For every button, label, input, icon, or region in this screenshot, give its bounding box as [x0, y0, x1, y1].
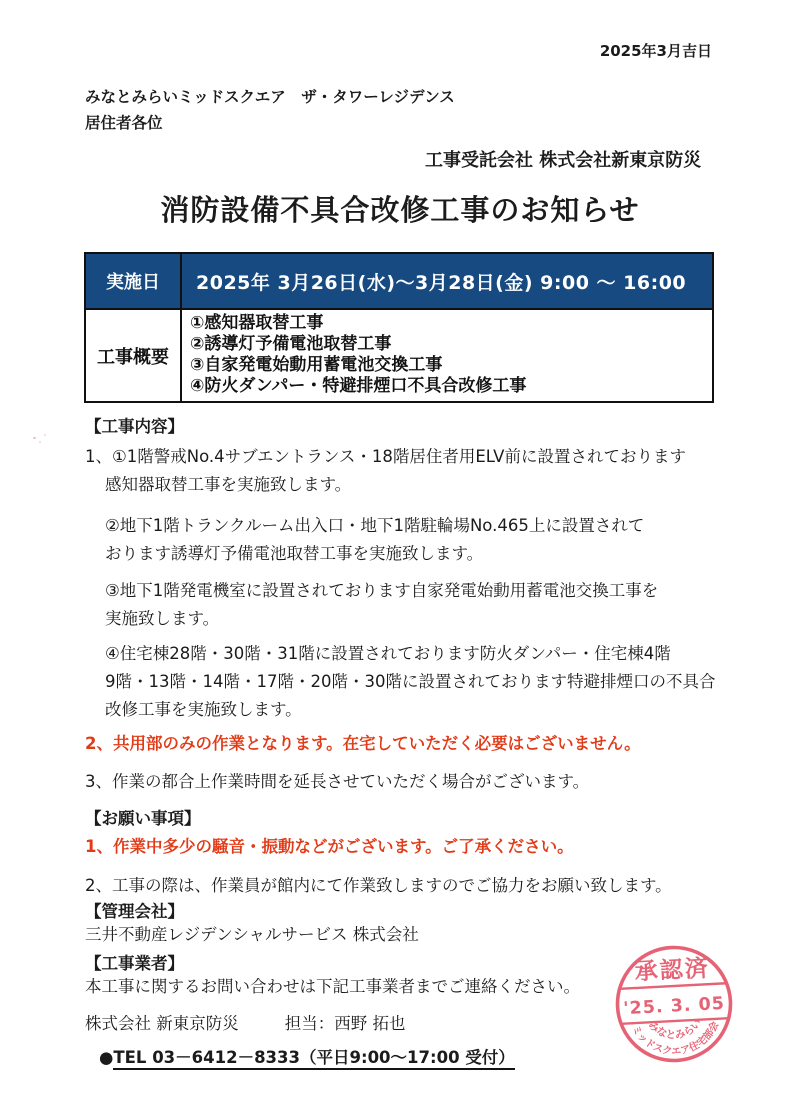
table-row-date: [86, 254, 712, 310]
document-title: 消防設備不具合改修工事のお知らせ: [160, 193, 640, 227]
stamp-org-arc2-text: ミッドスクエア住宅部会: [629, 1019, 722, 1058]
work-item-4: ④防火ダンパー・特避排煙口不具合改修工事: [190, 376, 527, 396]
work-detail-2-line1: ②地下1階トランクルーム出入口・地下1階駐輪場No.465上に設置されて: [105, 516, 645, 535]
document-date: 2025年3月吉日: [599, 42, 712, 60]
table-header-implementation-date: 実施日: [86, 254, 182, 308]
approval-stamp-graphic: [609, 939, 739, 1069]
stamp-approved-text: 承認済: [634, 955, 711, 986]
work-detail-3-line1: ③地下1階発電機室に設置されております自家発電始動用蓄電池交換工事を: [105, 581, 659, 600]
work-detail-1-line1: 1、①1階警戒No.4サブエントランス・18階居住者用ELV前に設置されております: [85, 447, 686, 466]
common-area-red-note: 2、共用部のみの作業となります。在宅していただく必要はございません。: [85, 734, 641, 753]
work-detail-4-line2: 9階・13階・14階・17階・20階・30階に設置されております特避排煙口の不具合: [105, 672, 716, 691]
workers-inside-note: 2、工事の際は、作業員が館内にて作業致しますのでご協力をお願い致します。: [85, 876, 672, 895]
recipient-block: [85, 84, 455, 137]
table-value-implementation-date: 2025年 3月26日(水)～3月28日(金) 9:00 ～ 16:00: [196, 271, 687, 294]
table-header-work-overview: 工事概要: [86, 310, 182, 401]
work-item-3: ③自家発電始動用蓄電池交換工事: [190, 355, 443, 375]
work-detail-4-line1: ④住宅棟28階・30階・31階に設置されております防火ダンパー・住宅棟4階: [105, 644, 671, 663]
telephone-number: TEL 03－6412－8333（平日9:00～17:00 受付）: [113, 1048, 514, 1070]
stamp-date-text: '25. 3. 05: [622, 993, 726, 1020]
section-heading-requests: 【お願い事項】: [85, 809, 201, 828]
scan-artifact-speckle: [44, 434, 46, 436]
section-heading-work-vendor: 【工事業者】: [85, 954, 184, 973]
scan-artifact-speckle: [39, 441, 41, 443]
noise-vibration-red-note: 1、作業中多少の騒音・振動などがございます。ご了承ください。: [85, 837, 574, 856]
section-heading-work-details: 【工事内容】: [85, 417, 184, 436]
bullet-icon: ●: [99, 1048, 114, 1067]
approval-stamp: [609, 939, 739, 1069]
section-heading-management-company: 【管理会社】: [85, 902, 184, 921]
scan-artifact-speckle: [33, 437, 36, 439]
work-detail-2-line2: おります誘導灯予備電池取替工事を実施致します。: [105, 544, 484, 563]
work-item-2: ②誘導灯予備電池取替工事: [190, 334, 392, 354]
work-overview-list: [182, 310, 534, 401]
work-time-extension-note: 3、作業の都合上作業時間を延長させていただく場合がございます。: [85, 772, 590, 791]
summary-table: [84, 252, 714, 403]
recipient-building: みなとみらいミッドスクエア ザ・タワーレジデンス: [85, 88, 455, 106]
work-detail-4-line3: 改修工事を実施致します。: [105, 700, 302, 719]
vendor-contact-note: 本工事に関するお問い合わせは下記工事業者までご連絡ください。: [85, 977, 580, 996]
contractor-company: 工事受託会社 株式会社新東京防災: [425, 150, 702, 171]
work-detail-3-line2: 実施致します。: [105, 609, 220, 628]
work-item-1: ①感知器取替工事: [190, 313, 324, 333]
work-detail-1-line2: 感知器取替工事を実施致します。: [105, 475, 352, 494]
stamp-org-arc1-text: みなとみらい: [645, 1016, 705, 1042]
table-row-overview: [86, 310, 712, 401]
management-company-name: 三井不動産レジデンシャルサービス 株式会社: [85, 925, 419, 944]
vendor-company-name: 株式会社 新東京防災: [85, 1014, 239, 1033]
recipient-residents: 居住者各位: [85, 114, 163, 133]
vendor-contact-person: 担当：西野 拓也: [284, 1014, 406, 1033]
